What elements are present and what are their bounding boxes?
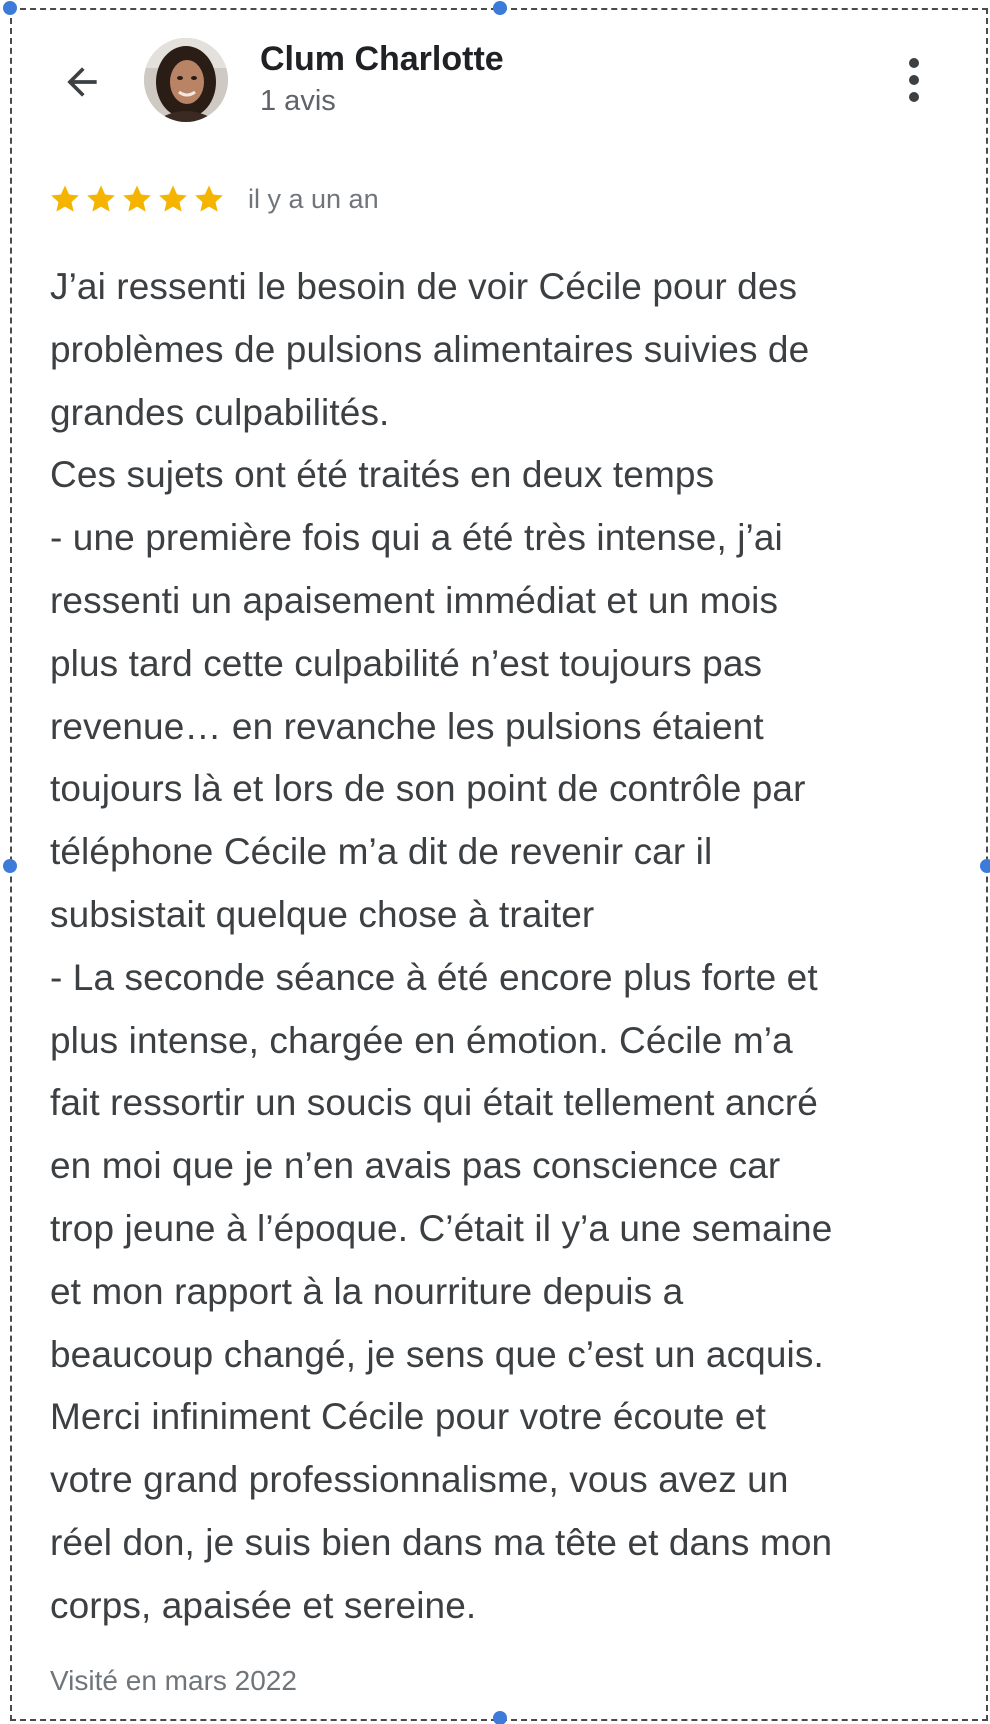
star-icon xyxy=(156,182,190,216)
review-text-line: beaucoup changé, je sens que c’est un acquis. xyxy=(50,1333,824,1375)
more-vertical-icon xyxy=(909,58,919,68)
review-rating-row xyxy=(48,182,379,216)
review-text-line: votre grand professionnalisme, vous avez un xyxy=(50,1459,789,1501)
review-text-line: - une première fois qui a été très intense, j’ai xyxy=(50,517,783,559)
back-button[interactable] xyxy=(56,56,108,108)
resize-handle-left[interactable] xyxy=(3,859,17,873)
star-rating xyxy=(48,182,226,216)
star-icon xyxy=(84,182,118,216)
review-text-line: Ces sujets ont été traités en deux temps xyxy=(50,454,715,496)
review-text-line: Merci infiniment Cécile pour votre écoute et xyxy=(50,1396,766,1438)
review-text-line: problèmes de pulsions alimentaires suivies de xyxy=(50,328,810,370)
review-header xyxy=(0,0,990,165)
reviewer-photo xyxy=(144,38,228,122)
review-text-line: en moi que je n’en avais pas conscience car xyxy=(50,1145,781,1187)
review-text-line: plus intense, chargée en émotion. Cécile m’a xyxy=(50,1019,793,1061)
review-count: 1 avis xyxy=(260,85,336,117)
star-icon xyxy=(48,182,82,216)
review-text-line: téléphone Cécile m’a dit de revenir car il xyxy=(50,831,713,873)
review-text-line: et mon rapport à la nourriture depuis a xyxy=(50,1270,684,1312)
resize-handle-right[interactable] xyxy=(980,859,990,873)
more-vertical-icon xyxy=(909,75,919,85)
review-text-line: ressenti un apaisement immédiat et un mois xyxy=(50,579,779,621)
avatar[interactable] xyxy=(144,38,228,122)
review-text-line: subsistait quelque chose à traiter xyxy=(50,893,595,935)
review-text xyxy=(50,256,970,1638)
reviewer-name[interactable]: Clum Charlotte xyxy=(260,40,504,78)
review-text-line: plus tard cette culpabilité n’est toujours pas xyxy=(50,642,763,684)
visit-date: Visité en mars 2022 xyxy=(50,1665,297,1696)
review-text-line: fait ressortir un soucis qui était tellement ancré xyxy=(50,1082,818,1124)
review-text-line: - La seconde séance à été encore plus forte et xyxy=(50,956,818,998)
review-text-line: toujours là et lors de son point de contrôle par xyxy=(50,768,806,810)
resize-handle-bottom[interactable] xyxy=(493,1711,507,1724)
review-text-line: J’ai ressenti le besoin de voir Cécile pour des xyxy=(50,266,798,307)
more-vertical-icon xyxy=(909,92,919,102)
review-text-line: trop jeune à l’époque. C’était il y’a une semaine xyxy=(50,1207,833,1249)
more-options-button[interactable] xyxy=(894,52,934,108)
arrow-left-icon xyxy=(60,60,104,104)
review-text-line: grandes culpabilités. xyxy=(50,391,390,433)
review-text-line: corps, apaisée et sereine. xyxy=(50,1584,477,1626)
star-icon xyxy=(192,182,226,216)
star-icon xyxy=(120,182,154,216)
review-text-line: réel don, je suis bien dans ma tête et dans mon xyxy=(50,1521,833,1563)
review-date: il y a un an xyxy=(248,183,379,214)
review-text-line: revenue… en revanche les pulsions étaient xyxy=(50,705,764,747)
